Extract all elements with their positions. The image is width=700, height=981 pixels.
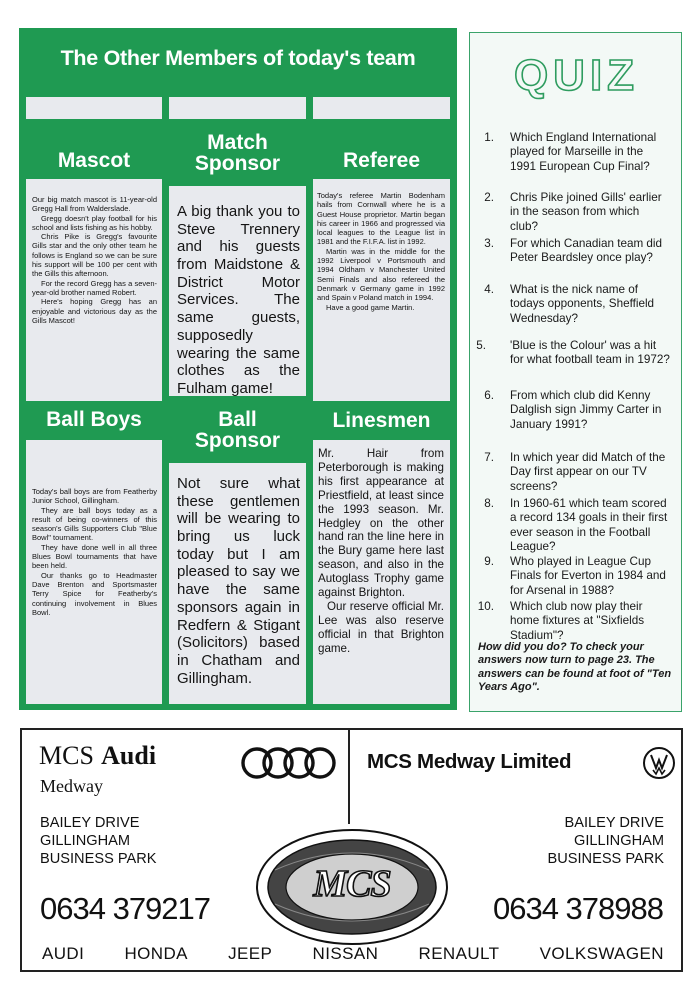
- make-audi: AUDI: [42, 944, 85, 963]
- mascot-text: [26, 179, 162, 401]
- ball-sponsor-heading: [169, 399, 306, 461]
- match-sponsor-heading: [169, 122, 306, 184]
- right-address-line-1: BAILEY DRIVE: [564, 815, 664, 831]
- car-makes-list: [42, 944, 664, 964]
- match-sponsor-para: A big thank you to Steve Trennery and his guests from Maidstone & District Motor Services. The same guests, supposedly wearing the same clothes as the Fulham game!: [177, 203, 300, 396]
- question-text: In which year did Match of the Day first appear on our TV screens?: [510, 451, 666, 493]
- right-phone: 0634 378988: [492, 891, 663, 926]
- quiz-title: QUIZ: [513, 51, 640, 100]
- referee-para-2: Martin was in the middle for the 1992 Liverpool v Portsmouth and 1994 Oldham v Manchester United Semi Finals and also refereed the Denmark v Germany game in 1992 and Spain v Poland match in 1994.: [317, 246, 445, 303]
- left-phone: 0634 379217: [40, 891, 211, 926]
- question-text: 'Blue is the Colour' was a hit for what football team in 1972?: [510, 339, 670, 367]
- question-number: 2.: [484, 191, 494, 204]
- question-number: 10.: [477, 600, 494, 613]
- ball-boys-para-1: Today's ball boys are from Featherby Junior School, Gillingham.: [32, 487, 157, 506]
- question-text: In 1960-61 which team scored a record 134 goals in their first ever season in the Football League?: [510, 497, 668, 553]
- question-text: Who played in League Cup Finals for Everton in 1984 and for Arsenal in 1988?: [510, 555, 666, 597]
- ball-boys-text: [26, 440, 162, 704]
- linesmen-para-1: Mr. Hair from Peterborough is making his first appearance at Priestfield, at least since the 1993 season. Mr. Hedgley on the other hand ran the line here in the Bury game here last season, and also in the Autoglass Trophy game against Brighton.: [318, 447, 444, 600]
- mcs-medway-heading: MCS Medway Limited: [367, 750, 572, 773]
- match-sponsor-heading-text: Match Sponsor: [194, 130, 281, 175]
- question-text: Which England International played for Marseille in the 1991 European Cup Final?: [510, 131, 657, 173]
- mcs-advert: [20, 728, 683, 972]
- mcs-logo-text: MCS: [313, 863, 391, 905]
- question-text: What is the nick name of todays opponents, Sheffield Wednesday?: [510, 283, 655, 325]
- question-number: 9.: [484, 555, 494, 568]
- mascot-para-5: Here's hoping Gregg has an enjoyable and victorious day as the Gills Mascot!: [32, 297, 157, 325]
- right-address: [547, 814, 664, 868]
- linesmen-para-2: Our reserve official Mr. Lee was also reserve official in that Brighton game.: [318, 599, 444, 655]
- mascot-heading: Mascot: [57, 149, 131, 173]
- team-panel: [19, 28, 457, 710]
- referee-heading: Referee: [342, 149, 421, 173]
- referee-strip: [313, 97, 450, 119]
- left-address-line-3: BUSINESS PARK: [40, 851, 157, 868]
- right-address-line-3: BUSINESS PARK: [547, 851, 664, 868]
- ball-boys-para-2: They are ball boys today as a result of being co-winners of this season's Gills Supporters Club "Blue Bowl" tournament.: [32, 505, 157, 543]
- mascot-strip: [26, 97, 162, 119]
- match-sponsor-strip: [169, 97, 306, 119]
- left-town: Medway: [40, 776, 103, 796]
- mascot-para-2: Gregg doesn't play football for his school and lists fishing as his hobby.: [32, 213, 157, 232]
- mascot-para-1: Our big match mascot is 11-year-old Gregg Hall from Walderslade.: [32, 195, 157, 214]
- question-text: Chris Pike joined Gills' earlier in the season from which club?: [510, 191, 662, 233]
- ball-boys-para-3: They have done well in all three Blues Bowl tournaments that have been held.: [32, 542, 157, 571]
- ball-boys-heading: Ball Boys: [46, 408, 142, 432]
- question-number: 7.: [484, 451, 494, 464]
- quiz-panel: [469, 32, 682, 712]
- mascot-para-3: Chris Pike is Gregg's favourite Gills star and the only other team he follows is England so we can be sure his support will be 100 per cent with the Gills this afternoon.: [32, 232, 157, 279]
- question-text: Which club now play their home fixtures at "Sixfields Stadium"?: [510, 600, 645, 642]
- volkswagen-logo-icon: [642, 746, 676, 780]
- ball-sponsor-para: Not sure what these gentlemen will be wearing to bring us luck today but I am pleased to say we have the same sponsors again in Redfern & Stigant (Solicitors) based in Chatham and Gillingham.: [177, 475, 300, 687]
- make-volkswagen: VOLKSWAGEN: [539, 944, 664, 963]
- question-number: 8.: [484, 497, 494, 510]
- linesmen-text: [313, 440, 450, 704]
- right-address-line-2: GILLINGHAM: [573, 833, 664, 850]
- team-banner: The Other Members of today's team: [60, 46, 416, 70]
- advert-divider: [348, 730, 350, 824]
- question-number: 5.: [476, 339, 486, 352]
- question-number: 4.: [484, 283, 494, 296]
- mcs-audi-brand: [39, 742, 156, 769]
- match-sponsor-text: [169, 186, 306, 396]
- ball-sponsor-heading-text: Ball Sponsor: [194, 407, 281, 452]
- mascot-para-4: For the record Gregg has a seven-year-old brother named Robert.: [32, 278, 157, 297]
- question-number: 3.: [484, 237, 494, 250]
- question-text: From which club did Kenny Dalglish sign Jimmy Carter in January 1991?: [510, 389, 662, 431]
- ball-sponsor-text: [169, 463, 306, 704]
- make-jeep: JEEP: [228, 944, 273, 963]
- make-nissan: NISSAN: [312, 944, 379, 963]
- question-text: For which Canadian team did Peter Beardsley once play?: [510, 237, 663, 265]
- question-number: 6.: [484, 389, 494, 402]
- left-address-line-1: BAILEY DRIVE: [40, 815, 140, 831]
- referee-para-3: Have a good game Martin.: [326, 302, 415, 312]
- left-address: [40, 814, 157, 868]
- audi-rings-icon: [240, 746, 338, 780]
- ball-boys-para-4: Our thanks go to Headmaster Dave Brenton and Sportsmaster Terry Spice for Featherby's continuing involvement in Blues Bowl.: [32, 570, 157, 617]
- question-number: 1.: [484, 131, 494, 144]
- referee-text: [313, 179, 450, 401]
- referee-para-1: Today's referee Martin Bodenham hails from Cornwall where he is a Guest House proprietor. Martin began his career in 1966 and progressed via local leagues to the League list in 1981 and the F.I.F.A. list in 1992.: [317, 191, 445, 247]
- linesmen-heading: Linesmen: [332, 409, 431, 433]
- make-renault: RENAULT: [418, 944, 500, 963]
- brand-audi: Audi: [101, 741, 157, 770]
- quiz-footer: How did you do? To check your answers now turn to page 23. The answers can be found at foot of "Ten Years Ago".: [478, 641, 672, 694]
- make-honda: HONDA: [124, 944, 188, 963]
- brand-mcs: MCS: [39, 741, 94, 770]
- left-address-line-2: GILLINGHAM: [40, 833, 131, 850]
